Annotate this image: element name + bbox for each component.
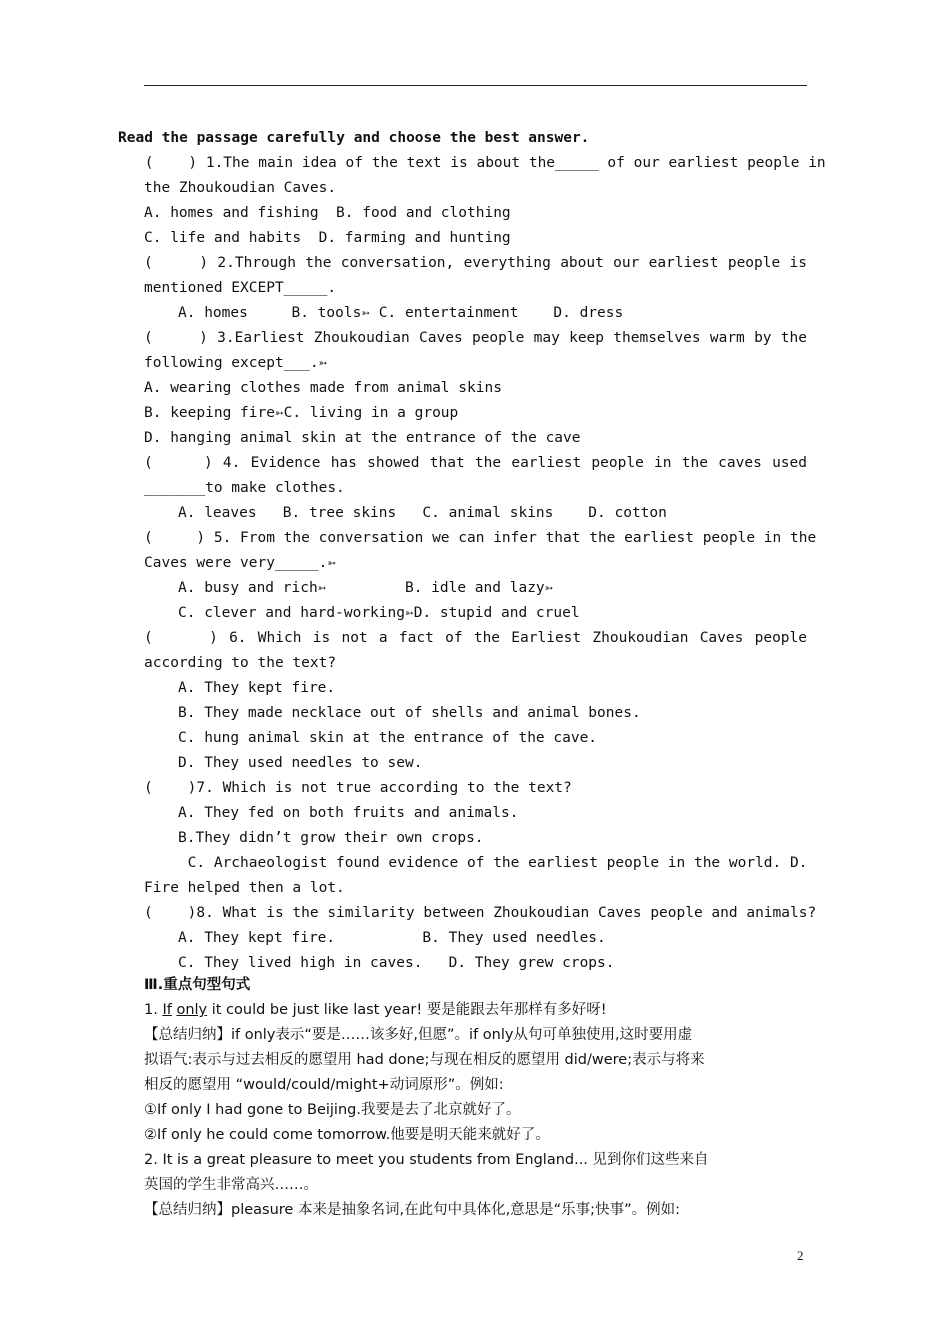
question-line: according to the text? (144, 655, 337, 671)
question-line: A. homes and fishing B. food and clothing (144, 205, 511, 221)
sentence-1 (144, 1000, 807, 1020)
question-line: ( )8. What is the similarity between Zhoukoudian Caves people and animals? (144, 905, 817, 921)
question-line: ( ) 4. Evidence has showed that the earliest people in the caves used (144, 455, 807, 471)
underlined-if: If (162, 1002, 172, 1018)
section-heading: Ⅲ.重点句型句式 (144, 977, 251, 993)
question-line: A. homes B. tools➳ C. entertainment D. dress (178, 305, 624, 321)
note-line: 2. It is a great pleasure to meet you students from England... 见到你们这些来自 (144, 1152, 709, 1168)
header-rule (144, 85, 807, 86)
question-line: mentioned EXCEPT_____. (144, 280, 337, 296)
question-line: C. hung animal skin at the entrance of the cave. (178, 730, 598, 746)
question-line: A. They kept fire. B. They used needles. (178, 930, 606, 946)
question-line: ( ) 2.Through the conversation, everything about our earliest people is (144, 255, 807, 271)
note-line: 【总结归纳】if only表示“要是……该多好,但愿”。if only从句可单独使用,这时要用虚 (144, 1027, 693, 1043)
question-line: A. busy and rich➳ B. idle and lazy➳ (178, 580, 554, 596)
question-line: C. Archaeologist found evidence of the earliest people in the world. D. (144, 855, 808, 871)
question-line: Caves were very_____.➳ (144, 555, 337, 571)
question-line: ( )7. Which is not true according to the text? (144, 780, 572, 796)
question-line: D. They used needles to sew. (178, 755, 423, 771)
sentence-number: 1. (144, 1002, 163, 1018)
note-line: 英国的学生非常高兴……。 (144, 1177, 318, 1193)
question-line: ( ) 5. From the conversation we can infer that the earliest people in the (144, 530, 817, 546)
question-line: ( ) 1.The main idea of the text is about the_____ of our earliest people in (136, 155, 826, 171)
question-line: C. clever and hard-working➳D. stupid and cruel (178, 605, 580, 621)
question-line: ( ) 3.Earliest Zhoukoudian Caves people may keep themselves warm by the (144, 330, 807, 346)
question-line: _______to make clothes. (144, 480, 345, 496)
question-line: A. They kept fire. (178, 680, 336, 696)
question-line: B.They didn’t grow their own crops. (178, 830, 484, 846)
question-line: ( ) 6. Which is not a fact of the Earliest Zhoukoudian Caves people (144, 630, 807, 646)
question-line: following except___.➳ (144, 355, 328, 371)
question-line: Fire helped then a lot. (144, 880, 345, 896)
sentence-text: it could be just like last year! 要是能跟去年那样有多好呀! (207, 1002, 607, 1018)
question-line: D. hanging animal skin at the entrance of the cave (144, 430, 581, 446)
question-line: A. wearing clothes made from animal skins (144, 380, 502, 396)
note-line: 拟语气:表示与过去相反的愿望用 had done;与现在相反的愿望用 did/were;表示与将来 (144, 1052, 705, 1068)
question-line: B. They made necklace out of shells and animal bones. (178, 705, 641, 721)
note-line: ②If only he could come tomorrow.他要是明天能来就好了。 (144, 1127, 550, 1143)
note-line: ①If only I had gone to Beijing.我要是去了北京就好了。 (144, 1102, 521, 1118)
exercise-heading: Read the passage carefully and choose the best answer. (118, 130, 590, 146)
note-line: 相反的愿望用 “would/could/might+动词原形”。例如: (144, 1077, 504, 1093)
question-line: A. They fed on both fruits and animals. (178, 805, 519, 821)
question-line: A. leaves B. tree skins C. animal skins D. cotton (178, 505, 667, 521)
page-number: 2 (797, 1248, 804, 1263)
question-line: B. keeping fire➳C. living in a group (144, 405, 459, 421)
underlined-only: only (176, 1002, 208, 1018)
question-line: the Zhoukoudian Caves. (144, 180, 337, 196)
question-line: C. life and habits D. farming and hunting (144, 230, 511, 246)
question-line: C. They lived high in caves. D. They grew crops. (178, 955, 615, 971)
note-line: 【总结归纳】pleasure 本来是抽象名词,在此句中具体化,意思是“乐事;快事”。例如: (144, 1202, 680, 1218)
